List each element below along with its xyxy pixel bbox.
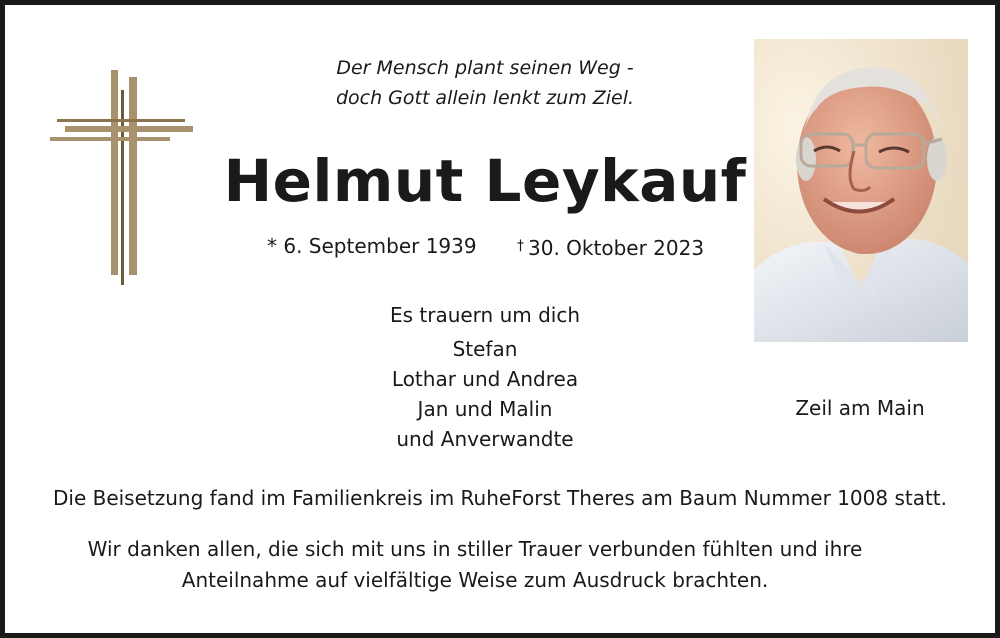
mourner-name: Lothar und Andrea xyxy=(391,367,579,391)
quote xyxy=(285,53,685,113)
deceased-name: Helmut Leykauf xyxy=(223,147,747,215)
burial-note: Die Beisetzung fand im Familienkreis im RuheForst Theres am Baum Nummer 1008 statt. xyxy=(52,486,948,510)
thanks-line-2: Anteilnahme auf vielfältige Weise zum Ausdruck brachten. xyxy=(181,568,769,592)
quote-line-1: Der Mensch plant seinen Weg - xyxy=(336,57,634,79)
thanks-line-1: Wir danken allen, die sich mit uns in stiller Trauer verbunden fühlten und ihre xyxy=(87,537,863,561)
portrait-photo xyxy=(754,39,968,342)
location: Zeil am Main xyxy=(795,396,925,420)
quote-line-2: doch Gott allein lenkt zum Ziel. xyxy=(335,87,635,109)
birth-date: * 6. September 1939 xyxy=(267,234,477,258)
cross-icon xyxy=(45,65,200,290)
dagger-icon: † xyxy=(517,238,524,254)
mourners-block xyxy=(335,300,635,454)
mourner-name: Jan und Malin xyxy=(417,397,553,421)
thanks-note xyxy=(35,534,915,596)
death-date-group xyxy=(517,231,704,263)
mourner-name: und Anverwandte xyxy=(396,427,574,451)
mourner-name: Stefan xyxy=(452,337,518,361)
portrait-illustration xyxy=(754,39,968,342)
death-date: 30. Oktober 2023 xyxy=(528,236,705,260)
mourners-intro: Es trauern um dich xyxy=(389,303,581,327)
